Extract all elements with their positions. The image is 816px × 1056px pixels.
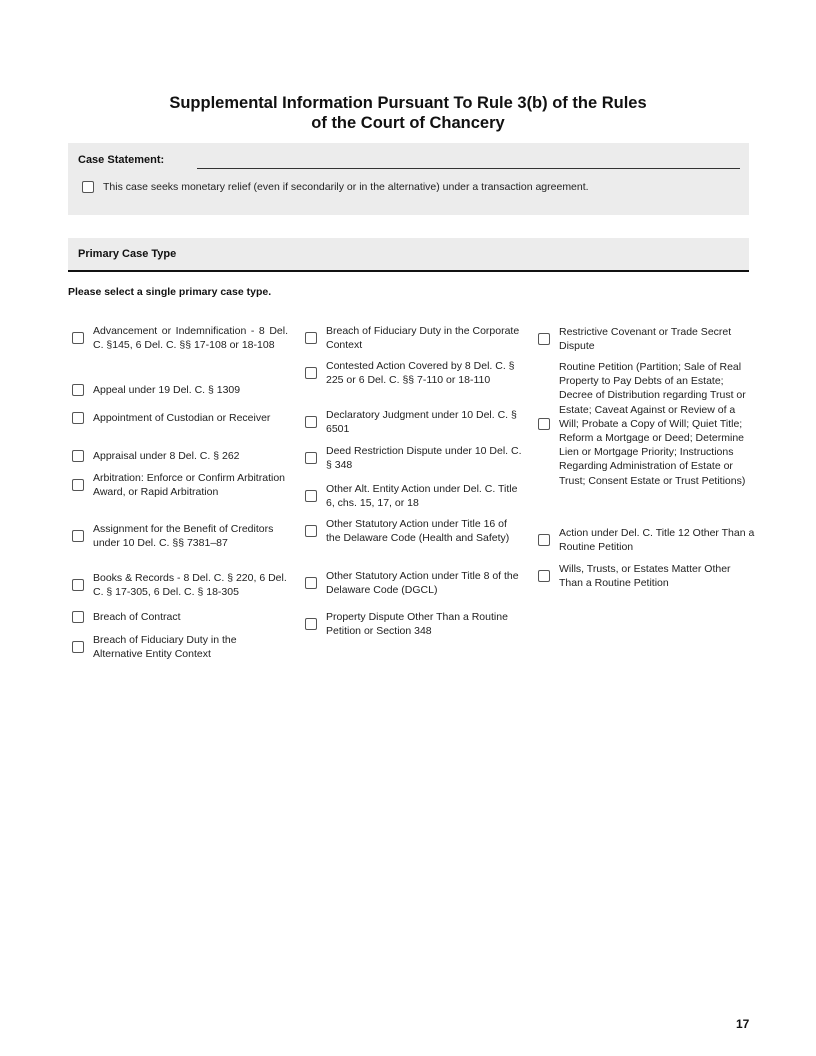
case-type-checkbox[interactable]	[305, 367, 317, 379]
case-type-option[interactable]	[305, 610, 525, 638]
case-statement-label: Case Statement:	[78, 154, 165, 166]
case-type-option[interactable]	[305, 569, 525, 597]
case-type-option[interactable]	[72, 411, 292, 425]
case-type-option[interactable]	[72, 522, 292, 550]
case-type-checkbox[interactable]	[538, 418, 550, 430]
case-type-label: Appointment of Custodian or Receiver	[93, 412, 271, 424]
case-type-label: Breach of Fiduciary Duty in the Corporate Context	[326, 325, 520, 352]
case-type-label: Deed Restriction Dispute under 10 Del. C. § 348	[326, 445, 522, 472]
case-type-option[interactable]	[538, 562, 758, 590]
case-type-option[interactable]	[305, 444, 525, 472]
case-type-checkbox[interactable]	[305, 618, 317, 630]
case-type-label: Property Dispute Other Than a Routine Petition or Section 348	[326, 611, 508, 638]
case-type-checkbox[interactable]	[72, 412, 84, 424]
case-type-checkbox[interactable]	[72, 450, 84, 462]
monetary-relief-checkbox[interactable]	[82, 181, 94, 193]
case-type-checkbox[interactable]	[305, 416, 317, 428]
case-statement-section	[68, 143, 749, 215]
case-type-checkbox[interactable]	[538, 534, 550, 546]
case-type-option[interactable]	[305, 482, 525, 510]
case-type-label: Declaratory Judgment under 10 Del. C. § 6501	[326, 409, 517, 436]
case-type-checkbox[interactable]	[305, 332, 317, 344]
primary-case-type-header	[68, 238, 749, 272]
case-type-option[interactable]	[72, 633, 292, 661]
case-type-label: Books & Records - 8 Del. C. § 220, 6 Del. C. § 17-305, 6 Del. C. § 18-305	[93, 572, 287, 599]
case-type-instruction: Please select a single primary case type.	[68, 286, 272, 298]
case-type-checkbox[interactable]	[72, 332, 84, 344]
case-type-option[interactable]	[305, 408, 525, 436]
case-type-checkbox[interactable]	[305, 452, 317, 464]
case-type-option[interactable]	[72, 383, 292, 397]
case-type-checkbox[interactable]	[72, 479, 84, 491]
case-type-checkbox[interactable]	[72, 530, 84, 542]
case-type-checkbox[interactable]	[72, 384, 84, 396]
title-line-1: Supplemental Information Pursuant To Rule 3(b) of the Rules	[169, 94, 647, 112]
page-title	[68, 93, 748, 133]
case-type-option[interactable]	[72, 449, 292, 463]
case-type-option[interactable]	[538, 325, 758, 353]
case-type-option[interactable]	[538, 360, 758, 488]
case-statement-input-line[interactable]	[197, 168, 740, 169]
monetary-relief-option[interactable]	[82, 181, 589, 193]
title-line-2: of the Court of Chancery	[311, 114, 505, 132]
case-type-label: Routine Petition (Partition; Sale of Real Property to Pay Debts of an Estate; Decree of Distribution regarding Trust or Estate; Caveat Against or Review of a Will; Probate a Copy of Will; Quiet Title; Reform a Mortgage or Deed; Determine Lien or Mortgage Priority; Instructions Regarding Administration of Estate or Trust; Consent Estate or Trust Petitions)	[559, 361, 746, 487]
case-type-option[interactable]	[72, 571, 292, 599]
case-type-checkbox[interactable]	[72, 579, 84, 591]
case-type-label: Action under Del. C. Title 12 Other Than a Routine Petition	[559, 527, 755, 554]
page-number: 17	[736, 1017, 750, 1031]
case-type-label: Arbitration: Enforce or Confirm Arbitration Award, or Rapid Arbitration	[93, 472, 285, 499]
case-type-label: Appeal under 19 Del. C. § 1309	[93, 384, 241, 396]
case-type-checkbox[interactable]	[538, 333, 550, 345]
case-type-label: Assignment for the Benefit of Creditors under 10 Del. C. §§ 7381–87	[93, 523, 274, 550]
case-type-option[interactable]	[305, 517, 525, 545]
case-type-checkbox[interactable]	[72, 611, 84, 623]
case-type-label: Other Alt. Entity Action under Del. C. Title 6, chs. 15, 17, or 18	[326, 483, 518, 510]
case-type-label: Advancement or Indemnification - 8 Del. C. §145, 6 Del. C. §§ 17-108 or 18-108	[93, 325, 288, 352]
case-type-label: Other Statutory Action under Title 8 of the Delaware Code (DGCL)	[326, 570, 519, 597]
case-type-checkbox[interactable]	[305, 525, 317, 537]
case-type-label: Restrictive Covenant or Trade Secret Dispute	[559, 326, 732, 353]
case-type-label: Other Statutory Action under Title 16 of the Delaware Code (Health and Safety)	[326, 518, 510, 545]
case-type-checkbox[interactable]	[538, 570, 550, 582]
case-type-option[interactable]	[72, 324, 292, 352]
case-type-label: Wills, Trusts, or Estates Matter Other Than a Routine Petition	[559, 563, 731, 590]
case-type-checkbox[interactable]	[72, 641, 84, 653]
case-type-label: Breach of Contract	[93, 611, 181, 623]
case-type-option[interactable]	[305, 359, 525, 387]
case-type-label: Contested Action Covered by 8 Del. C. § 225 or 6 Del. C. §§ 7-110 or 18-110	[326, 360, 515, 387]
primary-case-type-heading: Primary Case Type	[78, 248, 177, 260]
case-type-label: Appraisal under 8 Del. C. § 262	[93, 450, 240, 462]
case-type-checkbox[interactable]	[305, 490, 317, 502]
case-type-label: Breach of Fiduciary Duty in the Alternative Entity Context	[93, 634, 237, 661]
case-type-option[interactable]	[305, 324, 525, 352]
case-type-option[interactable]	[72, 610, 292, 624]
monetary-relief-label: This case seeks monetary relief (even if secondarily or in the alternative) under a transaction agreement.	[103, 181, 589, 193]
case-type-checkbox[interactable]	[305, 577, 317, 589]
case-type-option[interactable]	[72, 471, 292, 499]
case-type-option[interactable]	[538, 526, 758, 554]
